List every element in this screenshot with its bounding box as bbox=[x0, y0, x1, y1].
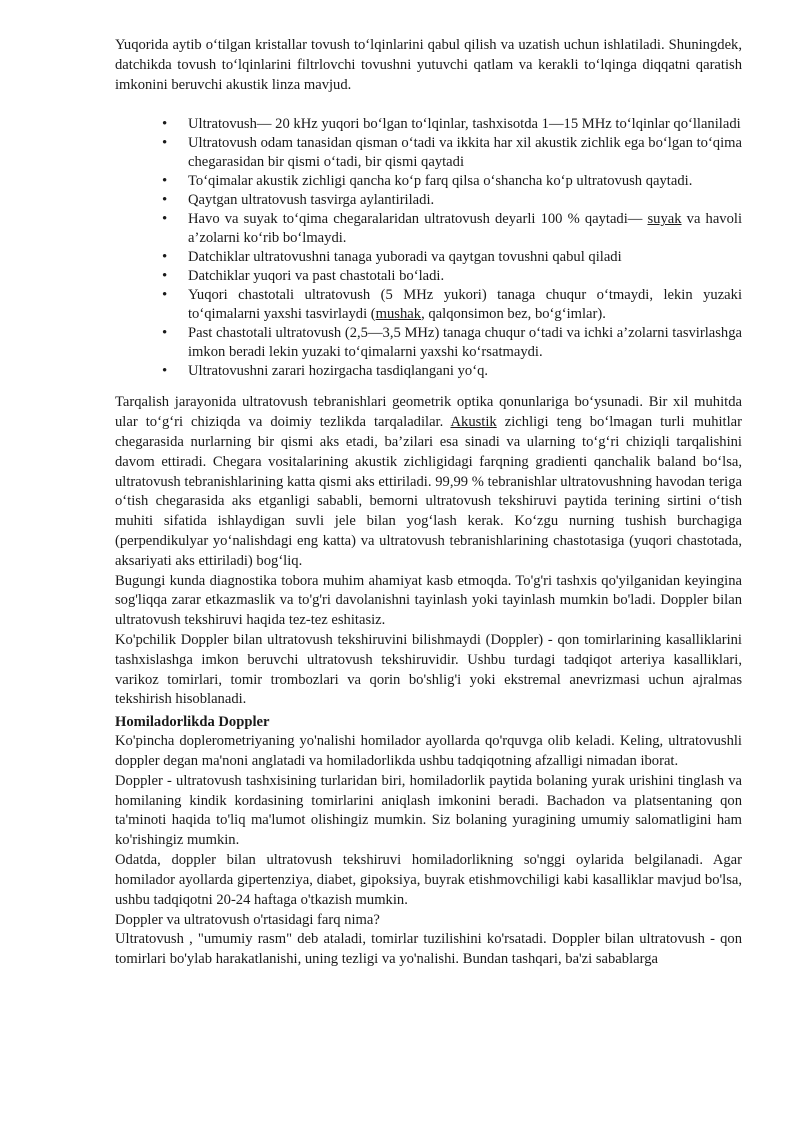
paragraph-doppler-definition: Doppler - ultratovush tashxisining turlaridan biri, homiladorlik paytida bolaning yurak urishini tinglash va homilaning kindik kordasining tomirlarini aniqlash imkonini beradi. Bachadon va platsentaning qon ta'minoti haqida to'liq ma'lumot olishingiz mumkin. Siz bolaning yuragining umumiy salomatligini ham ko'rishingiz mumkin. bbox=[115, 772, 742, 849]
list-item: • Havo va suyak to‘qima chegaralaridan ultratovush deyarli 100 % qaytadi— suyak va havoli a’zolarni ko‘rib bo‘lmaydi. bbox=[188, 210, 742, 248]
bullet-list bbox=[115, 115, 742, 381]
section-heading-difference: Doppler va ultratovush o'rtasidagi farq nima? bbox=[115, 912, 380, 929]
list-item: • Datchiklar ultratovushni tanaga yuboradi va qaytgan tovushni qabul qiladi bbox=[188, 248, 742, 267]
paragraph-propagation: Tarqalish jarayonida ultratovush tebranishlari geometrik optika qonunlariga bo‘ysunadi. Bir xil muhitda ular to‘g‘ri chiziqda va doimiy tezlikda tarqaladilar. Akustik zichligi teng bo‘lmagan turli muhitlar chegarasida nurlarning bir qismi aks etadi, ba’zilari esa sinadi va ularning to‘g‘ri chiziqli tarqalishini davom ettiradi. Chegara vositalarining akustik zichligidagi farqning gradienti qanchalik baland bo‘lsa, ultratovush tebranishlarining katta qismi aks ettiriladi. 99,99 % tebranishlar ultratovushning havodan teriga o‘tish chegarasida aks etganligi sababli, bemorni ultratovush tekshiruvi paytida terining sirtini o‘tish muhiti sifatida ishlaydigan suvli jele bilan yog‘lash kerak. Ko‘zgu nurning tushish burchagiga (perpendikulyar yo‘nalishdagi eng katta) va ultratovush tebranishlarining chastotasiga (yuqori chastotada, aksariyati aks ettiriladi) bog‘liq. bbox=[115, 394, 742, 569]
suyak-link[interactable]: suyak bbox=[647, 211, 682, 228]
list-item: • To‘qimalar akustik zichligi qancha ko‘p farq qilsa o‘shancha ko‘p ultratovush qaytadi. bbox=[188, 172, 742, 191]
mushak-link[interactable]: mushak bbox=[375, 306, 422, 323]
list-item: • Qaytgan ultratovush tasvirga aylantiriladi. bbox=[188, 191, 742, 210]
akustik-link[interactable]: Akustik bbox=[450, 414, 497, 431]
list-item: • Datchiklar yuqori va past chastotali bo‘ladi. bbox=[188, 267, 742, 286]
paragraph-dopplerometry: Ko'pincha doplerometriyaning yo'nalishi homilador ayollarda qo'rquvga olib keladi. Keling, ultratovushli doppler degan ma'noni anglatadi va homiladorlikda ushbu tadqiqotning afzalligi nimadan iborat. bbox=[115, 733, 742, 769]
list-item: • Ultratovush— 20 kHz yuqori bo‘lgan to‘lqinlar, tashxisotda 1—15 MHz to‘lqinlar qo‘llaniladi bbox=[188, 115, 742, 134]
paragraph-doppler-intro: Ko'pchilik Doppler bilan ultratovush tekshiruvini bilishmaydi (Doppler) - qon tomirlarining kasalliklarini tashxislashga imkon beruvchi ultratovush tekshiruvidir. Ushbu turdagi tadqiqot arteriya kasalliklari, varikoz tomirlari, tomir trombozlari va qorin bo'shlig'i yoki ekstremal anevrizmasi uchun ajralmas tekshirish hisoblanadi. bbox=[115, 631, 742, 708]
paragraph-difference: Ultratovush , "umumiy rasm" deb ataladi, tomirlar tuzilishini ko'rsatadi. Doppler bilan ultratovush - qon tomirlari bo'ylab harakatlanishi, uning tezligi va yo'nalishi. Bundan tashqari, ba'zi sabablarga bbox=[115, 931, 742, 968]
section-heading-pregnancy: Homiladorlikda Doppler bbox=[115, 714, 270, 731]
list-item: • Past chastotali ultratovush (2,5—3,5 MHz) tanaga chuqur o‘tadi va ichki a’zolarni tasvirlashga imkon beradi lekin yuzaki to‘qimalarni yaxshi ko‘rsatmaydi. bbox=[188, 324, 742, 362]
intro-paragraph: Yuqorida aytib o‘tilgan kristallar tovush to‘lqinlarini qabul qilish va uzatish uchun ishlatiladi. Shuningdek, datchikda tovush to‘lqinlarini filtrlovchi tovushni yutuvchi qatlam va kerakli to‘lqinga diqqatni qaratish imkonini beruvchi akustik linza mavjud. bbox=[115, 37, 742, 93]
list-item: • Ultratovushni zarari hozirgacha tasdiqlangani yo‘q. bbox=[188, 362, 742, 381]
paragraph-timing: Odatda, doppler bilan ultratovush tekshiruvi homiladorlikning so'nggi oylarida belgilanadi. Agar homilador ayollarda gipertenziya, diabet, gipoksiya, buyrak etishmovchiligi kabi kasalliklar mavjud bo'lsa, ushbu tadqiqotni 20-24 haftaga o'tkazish mumkin. bbox=[115, 851, 742, 908]
paragraph-diagnostics: Bugungi kunda diagnostika tobora muhim ahamiyat kasb etmoqda. To'g'ri tashxis qo'yilganidan keyingina sog'liqqa zarar etkazmaslik va to'g'ri davolanishni tayinlash yoki tayinlash mumkin bo'ladi. Doppler bilan ultratovush tekshiruvi haqida tez-tez eshitasiz. bbox=[115, 572, 742, 629]
list-item: • Ultratovush odam tanasidan qisman o‘tadi va ikkita har xil akustik zichlik ega bo‘lgan to‘qima chegarasidan bir qismi o‘tadi, bir qismi qaytadi bbox=[188, 134, 742, 172]
list-item: • Yuqori chastotali ultratovush (5 MHz yukori) tanaga chuqur o‘tmaydi, lekin yuzaki to‘qimalarni yaxshi tasvirlaydi (mushak, qalqonsimon bez, bo‘g‘imlar). bbox=[188, 286, 742, 324]
